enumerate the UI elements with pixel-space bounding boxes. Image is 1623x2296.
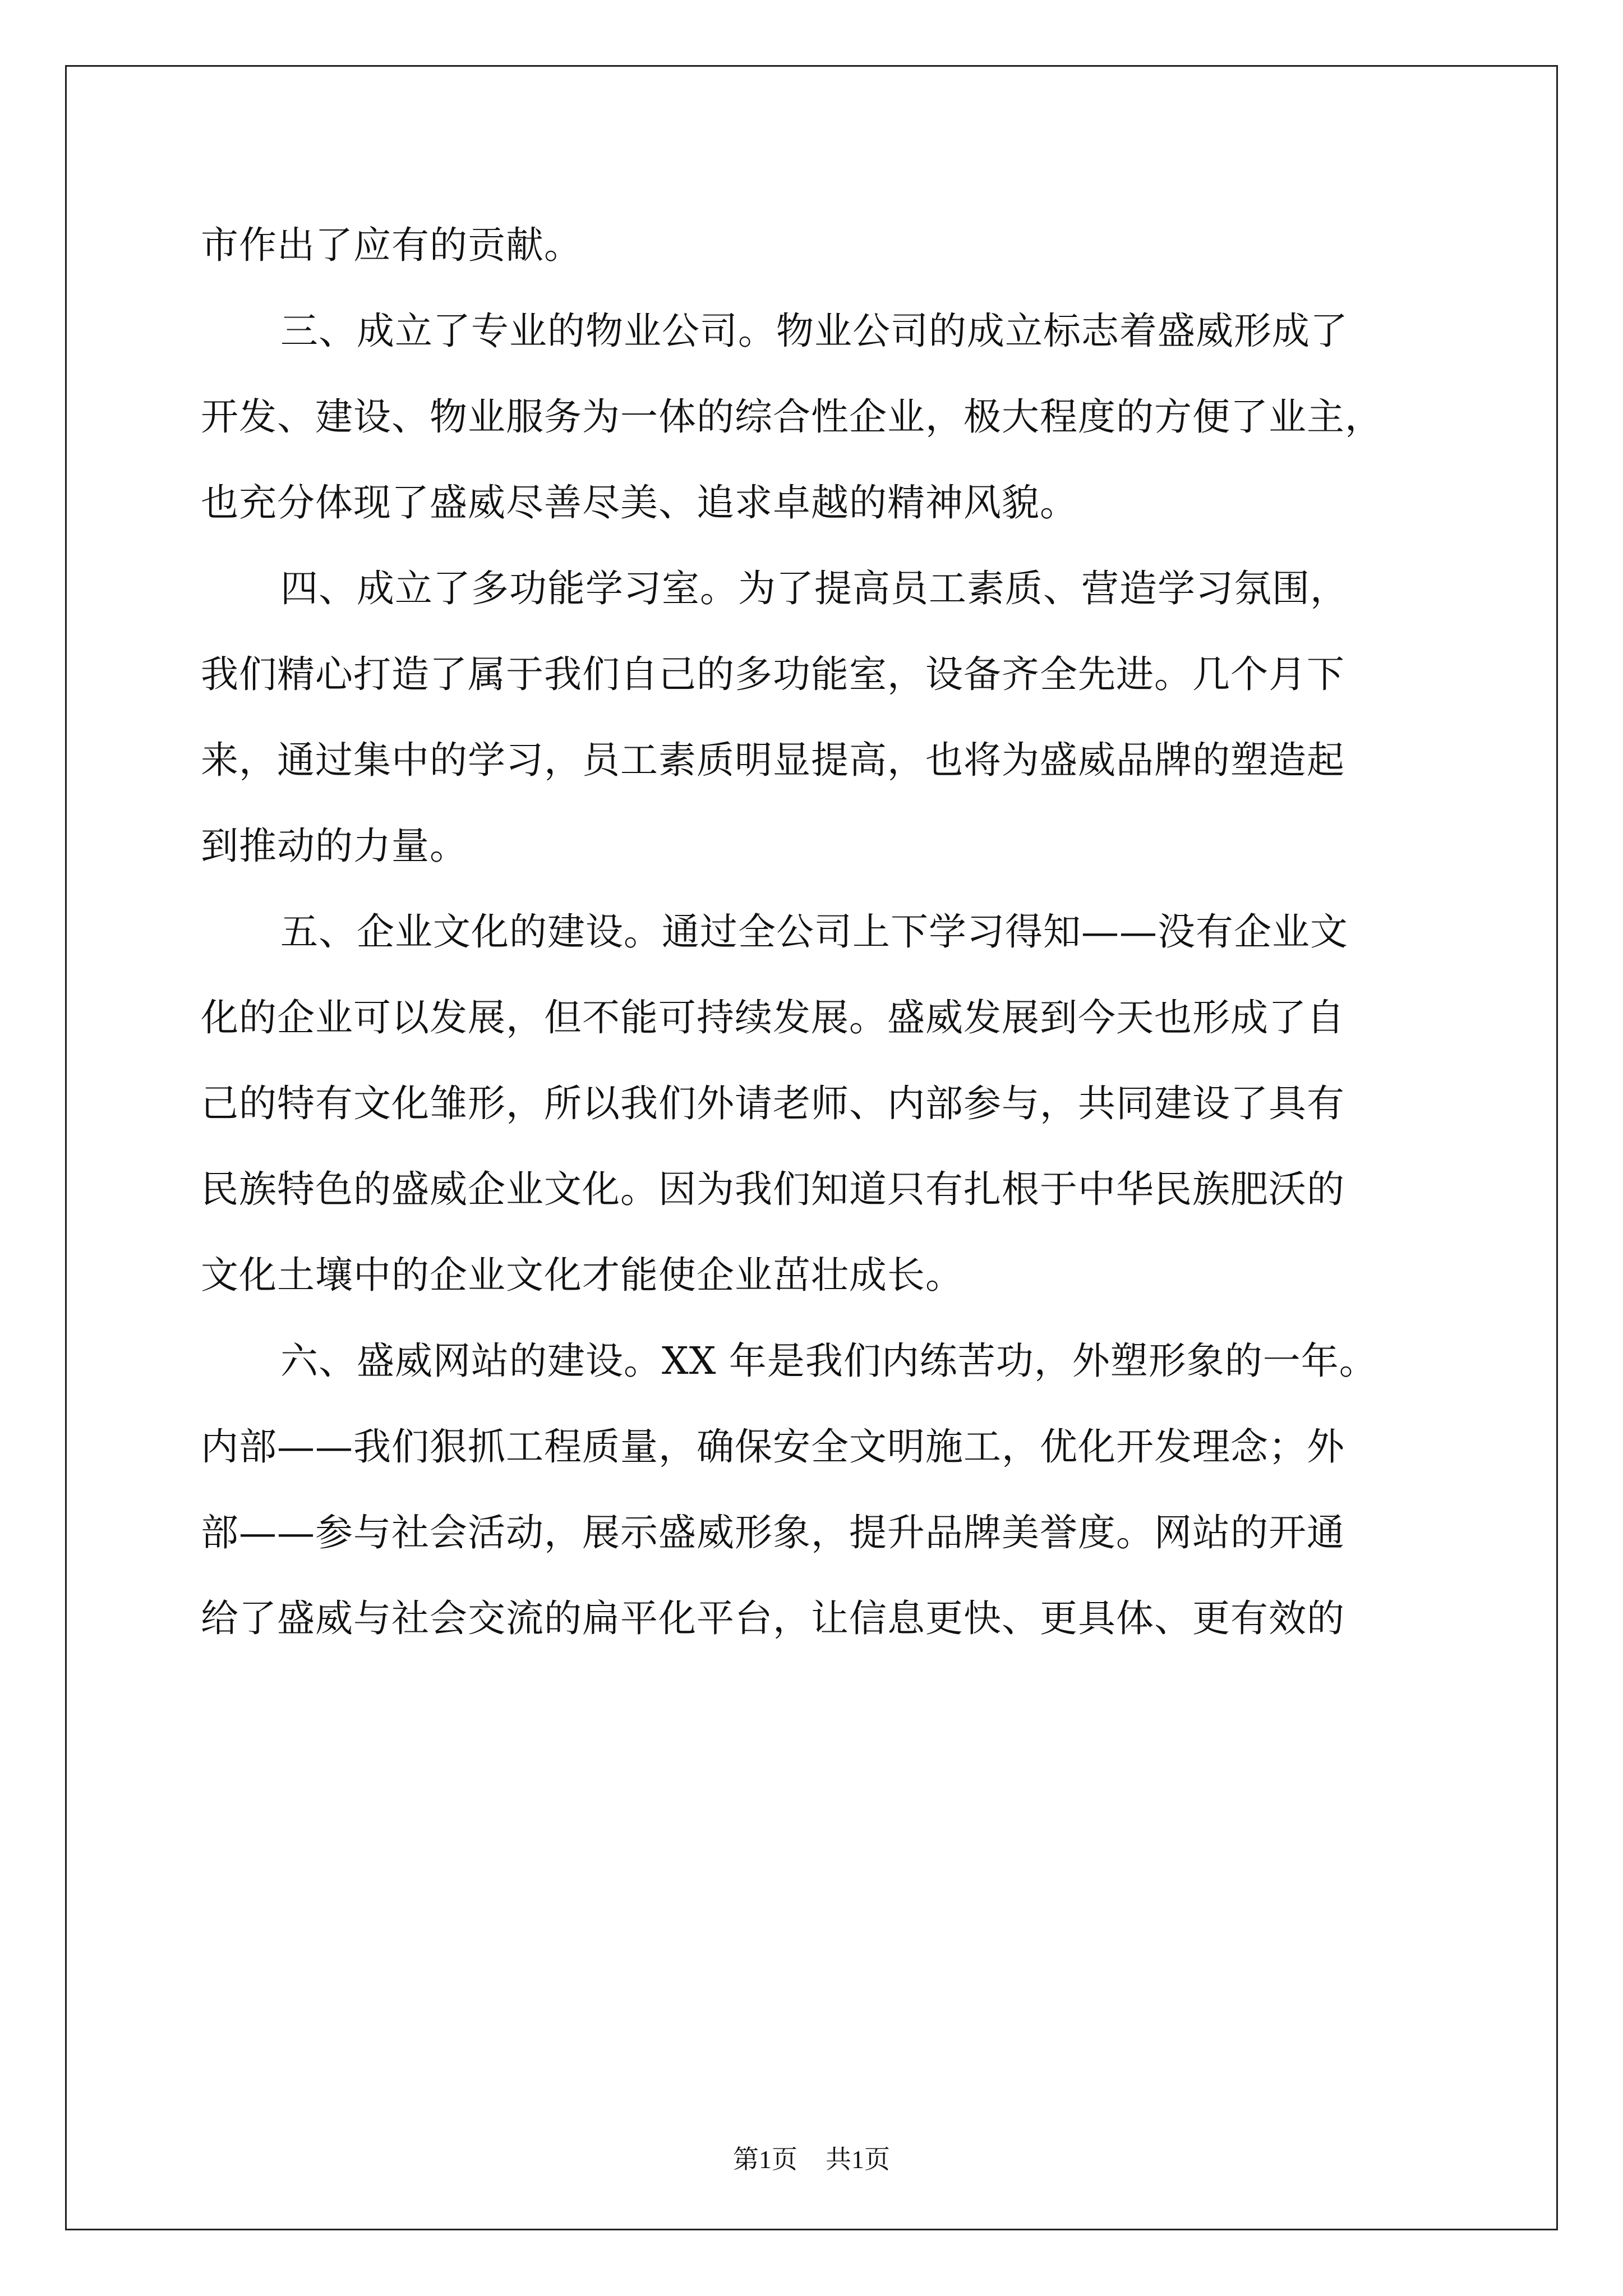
paragraph-line: 开发、建设、物业服务为一体的综合性企业，极大程度的方便了业主， (201, 395, 1383, 439)
paragraph-line: 来，通过集中的学习，员工素质明显提高，也将为盛威品牌的塑造起 (201, 738, 1345, 782)
paragraph-line: 到推动的力量。 (201, 824, 468, 868)
paragraph-line: 己的特有文化雏形，所以我们外请老师、内部参与，共同建设了具有 (201, 1082, 1345, 1125)
paragraph-line: 部——参与社会活动，展示盛威形象，提升品牌美誉度。网站的开通 (201, 1511, 1345, 1554)
paragraph-line: 民族特色的盛威企业文化。因为我们知道只有扎根于中华民族肥沃的 (201, 1167, 1345, 1211)
paragraph-line: 五、企业文化的建设。通过全公司上下学习得知——没有企业文 (280, 910, 1348, 954)
paragraph-line: 市作出了应有的贡献。 (201, 223, 582, 267)
page-footer (0, 2143, 1623, 2177)
paragraph-line: 三、成立了专业的物业公司。物业公司的成立标志着盛威形成了 (280, 309, 1348, 353)
paragraph-line: 六、盛威网站的建设。XX 年是我们内练苦功，外塑形象的一年。 (280, 1339, 1377, 1383)
page-number: 第1页 (733, 2145, 797, 2174)
total-pages: 共1页 (826, 2145, 890, 2174)
paragraph-line: 化的企业可以发展，但不能可持续发展。盛威发展到今天也形成了自 (201, 996, 1345, 1039)
document-body (201, 222, 1446, 1642)
paragraph-line: 我们精心打造了属于我们自己的多功能室，设备齐全先进。几个月下 (201, 652, 1345, 696)
paragraph-line: 给了盛威与社会交流的扁平化平台，让信息更快、更具体、更有效的 (201, 1596, 1345, 1640)
paragraph-line: 四、成立了多功能学习室。为了提高员工素质、营造学习氛围， (280, 567, 1348, 610)
paragraph-line: 内部——我们狠抓工程质量，确保安全文明施工，优化开发理念；外 (201, 1425, 1345, 1469)
paragraph-line: 也充分体现了盛威尽善尽美、追求卓越的精神风貌。 (201, 481, 1078, 524)
paragraph-line: 文化土壤中的企业文化才能使企业茁壮成长。 (201, 1253, 963, 1297)
